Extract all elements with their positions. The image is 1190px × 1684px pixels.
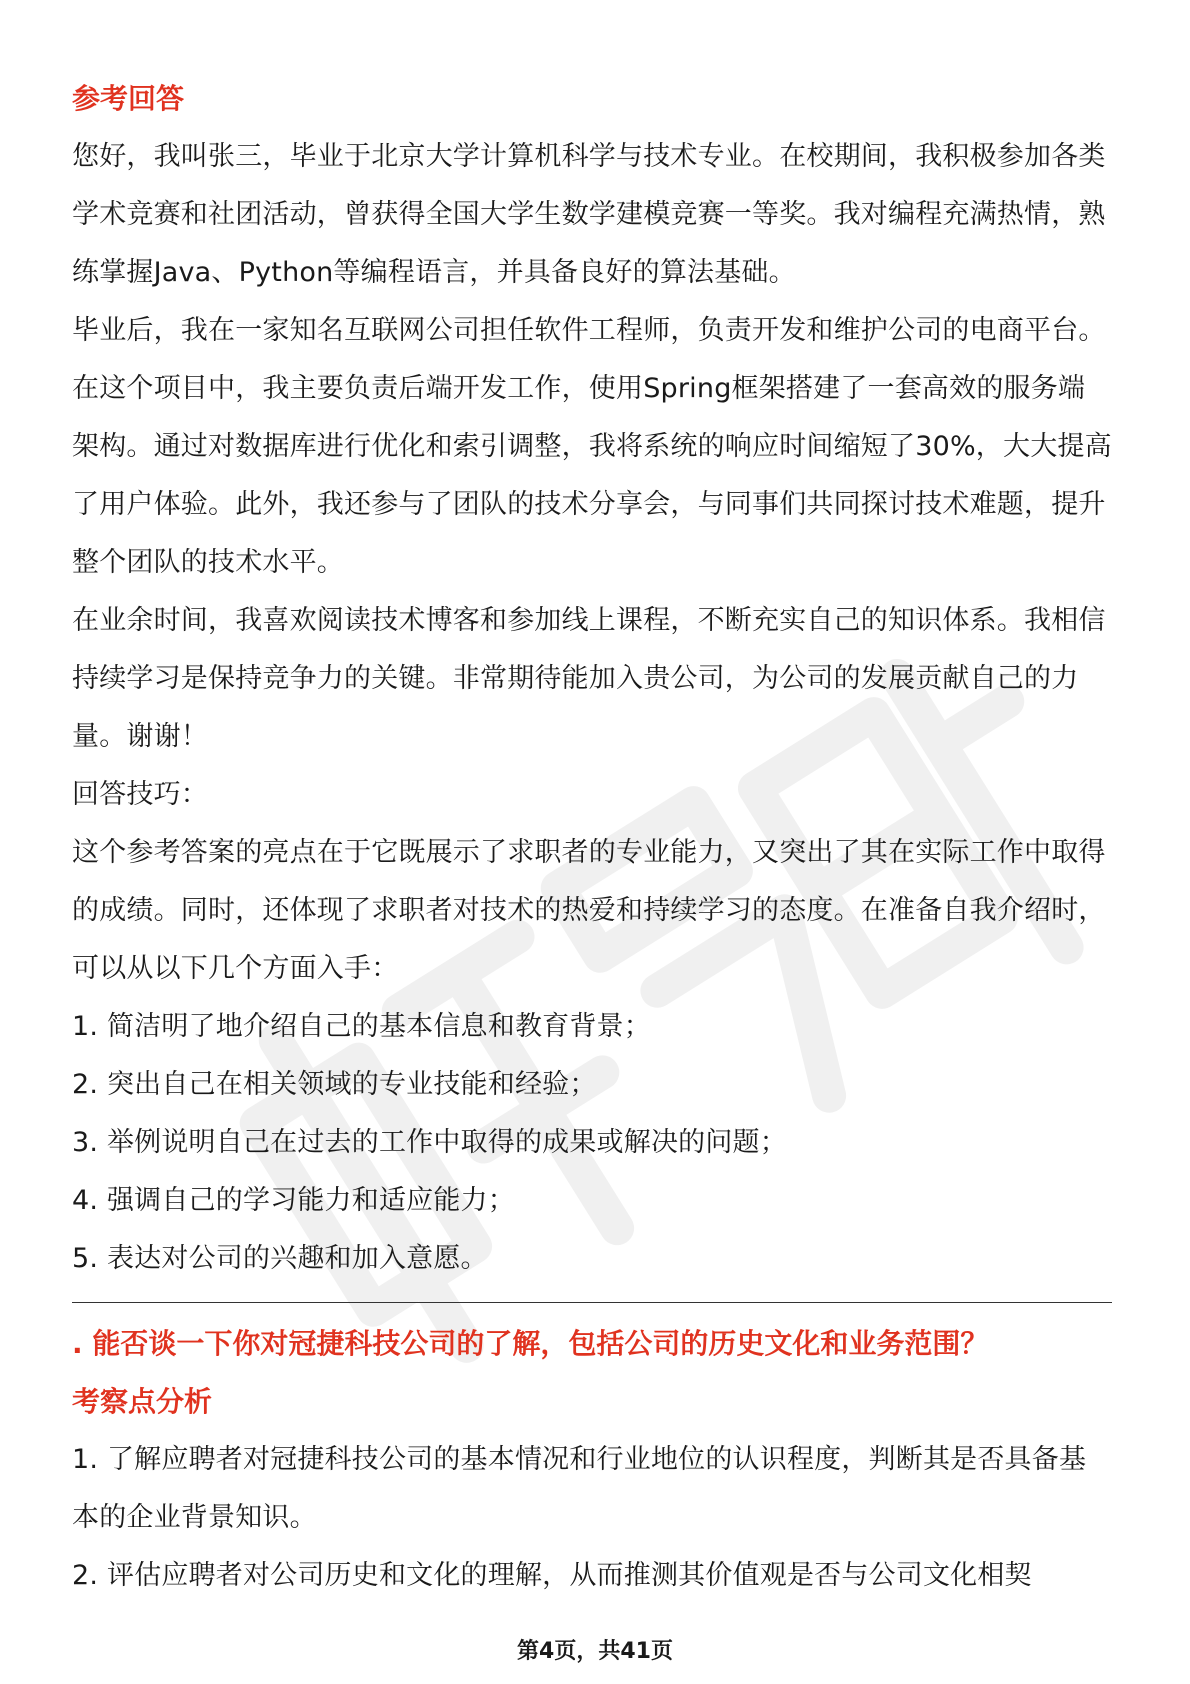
tips-item: 2. 突出自己在相关领域的专业技能和经验； [72, 1069, 597, 1100]
answer-paragraph-3: 在业余时间，我喜欢阅读技术博客和参加线上课程，不断充实自己的知识体系。我相信持续学习是保持竞争力的关键。非常期待能加入贵公司，为公司的发展贡献自己的力量。谢谢！ [72, 605, 1106, 752]
analysis-heading: 考察点分析 [72, 1385, 213, 1418]
tips-label: 回答技巧： [72, 779, 208, 810]
analysis-point: 2. 评估应聘者对公司历史和文化的理解，从而推测其价值观是否与公司文化相契 [72, 1560, 1032, 1591]
analysis-point: 1. 了解应聘者对冠捷科技公司的基本情况和行业地位的认识程度，判断其是否具备基本的企业背景知识。 [72, 1444, 1087, 1533]
reference-answer-heading: 参考回答 [72, 82, 185, 115]
section-divider [72, 1302, 1112, 1303]
question-title: . 能否谈一下你对冠捷科技公司的了解，包括公司的历史文化和业务范围？ [72, 1327, 989, 1360]
tips-item: 4. 强调自己的学习能力和适应能力； [72, 1185, 515, 1216]
document-page [72, 70, 1112, 1605]
page-number-footer: 第4页，共41页 [517, 1639, 673, 1664]
tips-item: 1. 简洁明了地介绍自己的基本信息和教育背景； [72, 1011, 651, 1042]
answer-paragraph-1: 您好，我叫张三，毕业于北京大学计算机科学与技术专业。在校期间，我积极参加各类学术竞赛和社团活动，曾获得全国大学生数学建模竞赛一等奖。我对编程充满热情，熟练掌握Java、Python等编程语言，并具备良好的算法基础。 [72, 141, 1106, 288]
answer-paragraph-2: 毕业后，我在一家知名互联网公司担任软件工程师，负责开发和维护公司的电商平台。在这个项目中，我主要负责后端开发工作，使用Spring框架搭建了一套高效的服务端架构。通过对数据库进行优化和索引调整，我将系统的响应时间缩短了30%，大大提高了用户体验。此外，我还参与了团队的技术分享会，与同事们共同探讨技术难题，提升整个团队的技术水平。 [72, 315, 1112, 578]
tips-item: 5. 表达对公司的兴趣和加入意愿。 [72, 1243, 488, 1274]
tips-item: 3. 举例说明自己在过去的工作中取得的成果或解决的问题； [72, 1127, 787, 1158]
tips-intro: 这个参考答案的亮点在于它既展示了求职者的专业能力，又突出了其在实际工作中取得的成绩。同时，还体现了求职者对技术的热爱和持续学习的态度。在准备自我介绍时，可以从以下几个方面入手： [72, 837, 1106, 984]
